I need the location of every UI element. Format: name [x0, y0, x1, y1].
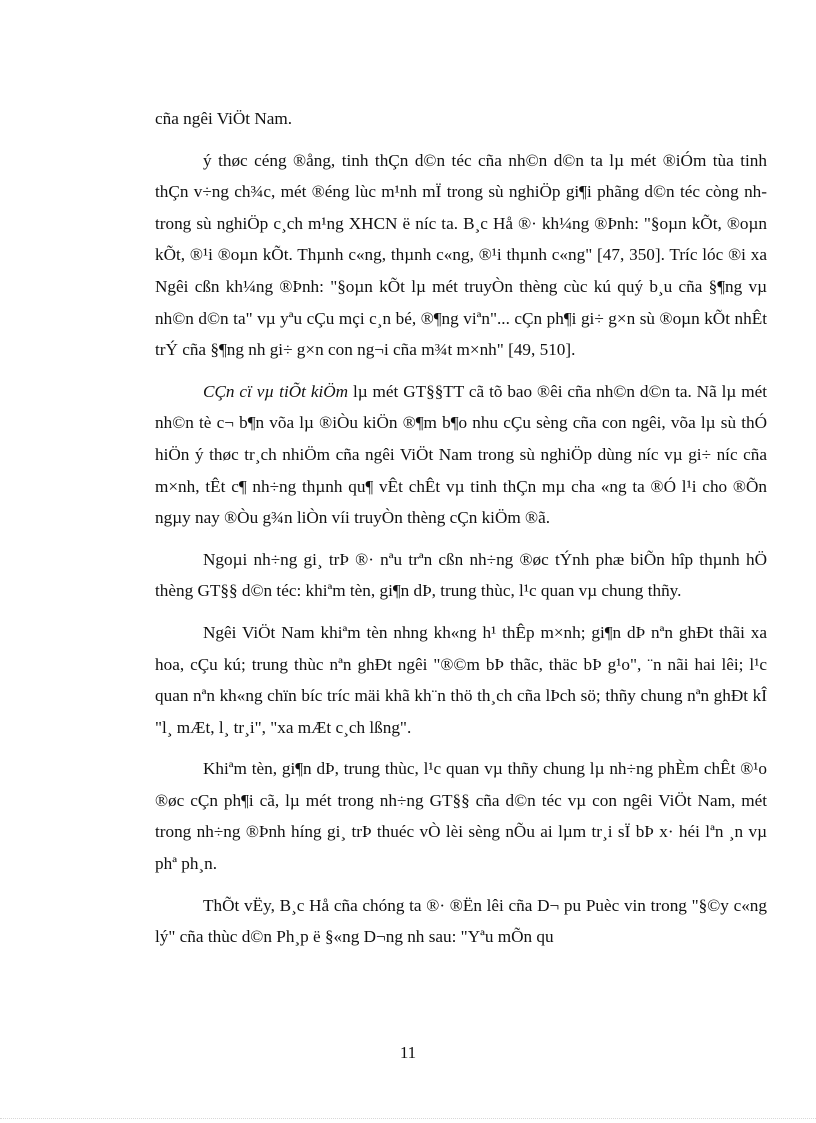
paragraph-1: cña ngêi ViÖt Nam.	[155, 109, 293, 128]
paragraph-7: ThÕt vËy, B¸c Hå cña chóng ta ®· ®Ën lêi cña D¬ pu Puèc vin trong "§©y c«ng lý" cña thùc d©n Ph¸p ë §«ng D¬ng nh sau: "Yªu mÕn qu	[155, 895, 767, 947]
paragraph-3-body: lµ mét GT§§TT cã tõ bao ®êi cña nh©n d©n ta. Nã lµ mét nh©n tè c¬ b¶n võa lµ ®iÒu kiÖn ®¶m b¶o nhu cÇu sèng cña con ngêi, võa lµ sù thÓ hiÖn ý thøc tr¸ch nhiÖm cña ngêi ViÖt Nam trong sù nghiÖp dùng níc vµ gi÷ níc cña m×nh, tÊt c¶ nh÷ng thµnh qu¶ vÊt chÊt vµ tinh thÇn mµ cha «ng ta ®Ó l¹i cho ®Õn ngµy nay ®Òu g¾n liÒn víi truyÒn thèng cÇn kiÖm ®ã.	[155, 381, 767, 528]
paragraph-3-italic-phrase: CÇn cï vµ tiÕt kiÖm	[203, 381, 349, 401]
paragraph-2: ý thøc céng ®ång, tinh thÇn d©n téc cña nh©n d©n ta lµ mét ®iÓm tùa tinh thÇn v÷ng ch¾c, mét ®éng lùc m¹nh mÏ trong sù nghiÖp gi¶i phãng d©n téc còng nh trong sù nghiÖp c¸ch m¹ng XHCN ë níc ta. B¸c Hå ®· kh¼ng ®Þnh: "§oµn kÕt, ®oµn kÕt, ®¹i ®oµn kÕt. Thµnh c«ng, thµnh c«ng, ®¹i thµnh c«ng" [47, 350]. Tríc lóc ®i xa Ngêi cßn kh¼ng ®Þnh: "§oµn kÕt lµ mét truyÒn thèng cùc kú quý b¸u cña §¶ng vµ nh©n d©n ta" vµ yªu cÇu mçi c¸n bé, ®¶ng viªn"... cÇn ph¶i gi÷ g×n sù ®oµn kÕt nhÊt trÝ cña §¶ng nh gi÷ g×n con ng¬i cña m¾t m×nh" [49, 510].	[155, 150, 767, 360]
paragraph-4: Ngoµi nh÷ng gi¸ trÞ ®· nªu trªn cßn nh÷ng ®øc tÝnh phæ biÕn hîp thµnh hÖ thèng GT§§ d©n téc: khiªm tèn, gi¶n dÞ, trung thùc, l¹c quan vµ chung thñy.	[155, 549, 767, 601]
paragraph-6: Khiªm tèn, gi¶n dÞ, trung thùc, l¹c quan vµ thñy chung lµ nh÷ng phÈm chÊt ®¹o ®øc cÇn ph¶i cã, lµ mét trong nh÷ng GT§§ cña d©n téc vµ con ngêi ViÖt Nam, mét trong nh÷ng ®Þnh híng gi¸ trÞ thuéc vÒ lèi sèng nÕu ai lµm tr¸i sÏ bÞ x· héi lªn ¸n vµ phª ph¸n.	[155, 759, 767, 874]
paragraph-3	[155, 376, 767, 534]
page-bottom-border	[0, 1118, 816, 1119]
paragraph-5: Ngêi ViÖt Nam khiªm tèn nhng kh«ng h¹ thÊp m×nh; gi¶n dÞ nªn ghÐt thãi xa hoa, cÇu kú; trung thùc nªn ghÐt ngêi "®©m bÞ thãc, thäc bÞ g¹o", ¨n nãi hai lêi; l¹c quan nªn kh«ng chïn bíc tríc mäi khã kh¨n thö th¸ch cña lÞch sö; thñy chung nªn ghÐt kÎ "l¸ mÆt, l¸ tr¸i", "xa mÆt c¸ch lßng".	[155, 622, 767, 737]
document-page	[155, 103, 767, 963]
page-number: 11	[399, 1043, 417, 1062]
